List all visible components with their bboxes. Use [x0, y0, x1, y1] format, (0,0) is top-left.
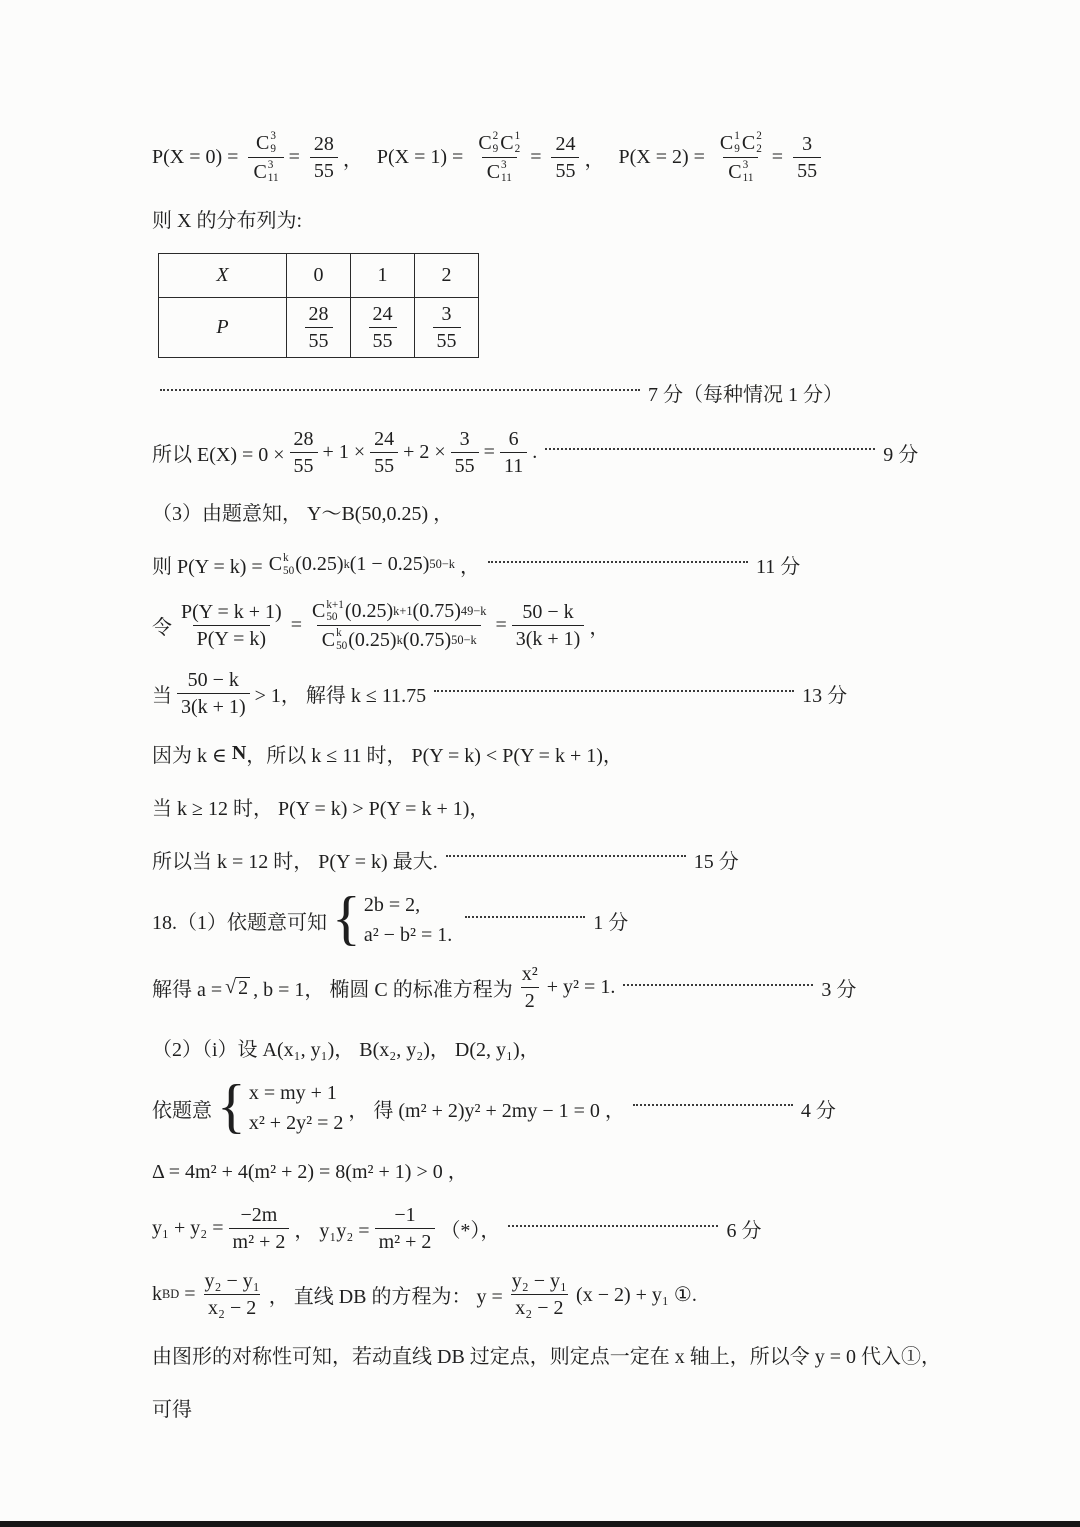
c-subscript: 11	[267, 171, 279, 184]
math-text: P(X = 0) =	[152, 145, 244, 168]
score-label: 15 分	[693, 850, 739, 873]
math-text: （2）（i）设 A(x₁, y₁)， B(x₂, y₂)， D(2, y₁)，	[152, 1038, 540, 1061]
math-text: =	[495, 614, 507, 637]
radical-sign: √	[225, 975, 237, 998]
fraction	[248, 130, 283, 185]
numerator: x²	[521, 963, 538, 985]
c-letter: C	[719, 131, 734, 154]
denominator: m² + 2	[229, 1228, 290, 1254]
c-letter: C	[500, 131, 514, 154]
c-superscript: k	[283, 551, 289, 564]
superscript: k	[343, 557, 350, 572]
numerator: −2m	[240, 1204, 278, 1226]
math-text: + y² = 1.	[546, 976, 616, 998]
denominator: 55	[451, 452, 479, 478]
c-scripts	[326, 599, 344, 625]
binomial-coefficient	[728, 159, 753, 185]
math-text: 由图形的对称性可知，若动直线 DB 过定点，则定点一定在 x 轴上，所以令 y = 0 代入①，	[152, 1345, 942, 1368]
denominator: x₂ − 2	[511, 1294, 567, 1320]
c-superscript: k+1	[326, 598, 344, 611]
score-label: 6 分	[726, 1220, 762, 1242]
formula-line	[152, 374, 975, 412]
c-scripts	[756, 130, 762, 156]
formula-line	[152, 1073, 975, 1139]
c-scripts	[283, 552, 294, 578]
c-scripts	[270, 130, 276, 156]
c-scripts	[743, 159, 754, 185]
math-text: ， 得 (m² + 2)y² + 2my − 1 = 0 ，	[348, 1099, 625, 1122]
numerator: 28	[308, 302, 329, 325]
numerator: 3	[459, 427, 470, 450]
binomial-coefficient	[742, 130, 762, 156]
score-label: 13 分	[802, 685, 848, 707]
denominator: P(Y = k)	[193, 625, 270, 651]
math-text: P(X = 1) =	[376, 145, 469, 168]
c-superscript: 2	[492, 130, 499, 142]
table-cell-x1: 1	[351, 253, 415, 297]
math-text: .	[532, 440, 538, 463]
math-text: =	[290, 614, 302, 637]
fraction	[177, 668, 250, 719]
numerator: −1	[394, 1204, 416, 1226]
math-text: ，	[589, 617, 610, 640]
denominator: 55	[433, 327, 461, 353]
c-scripts	[493, 130, 499, 156]
dotted-leader	[633, 1104, 793, 1106]
numerator	[307, 599, 490, 626]
math-bold-text: N	[231, 741, 247, 764]
c-superscript: k	[336, 627, 342, 640]
fraction	[229, 1203, 290, 1254]
c-subscript: 2	[756, 142, 762, 155]
table-cell-p2	[415, 297, 479, 357]
numerator: 28	[313, 132, 334, 155]
numerator: 50 − k	[187, 669, 239, 691]
binomial-coefficient	[269, 552, 295, 578]
dotted-leader	[623, 984, 813, 986]
formula-line	[152, 734, 975, 772]
math-text: (0.25)	[344, 600, 394, 623]
denominator: m² + 2	[375, 1228, 436, 1254]
c-scripts	[734, 130, 740, 156]
c-subscript: 11	[742, 171, 754, 184]
denominator: 55	[290, 452, 318, 478]
dotted-leader	[488, 561, 748, 563]
lines-top-section	[152, 130, 975, 238]
math-text: 解得 a =	[152, 979, 223, 1001]
table-row-x	[159, 253, 479, 297]
c-subscript: 9	[492, 142, 499, 155]
math-text: k	[152, 1283, 162, 1305]
equation-system	[332, 885, 453, 951]
score-label: 1 分	[593, 911, 629, 934]
fraction	[793, 132, 821, 183]
denominator: 3(k + 1)	[512, 625, 585, 651]
numerator	[473, 130, 525, 157]
equation-row: x² + 2y² = 2	[248, 1111, 344, 1134]
dotted-leader	[434, 690, 794, 692]
math-text: + 1 ×	[322, 440, 366, 463]
fraction	[369, 302, 397, 353]
fraction	[307, 599, 490, 654]
distribution-table	[158, 253, 479, 358]
table-cell-x2: 2	[415, 253, 479, 297]
fraction	[305, 302, 333, 353]
c-superscript: 3	[501, 158, 507, 171]
equation-rows	[249, 1082, 344, 1135]
math-text: (0.75)	[402, 629, 452, 652]
c-subscript: 9	[270, 142, 276, 155]
binomial-coefficient	[720, 130, 740, 156]
binomial-coefficient	[256, 130, 276, 156]
c-superscript: 3	[742, 158, 749, 171]
fraction	[370, 427, 398, 478]
dotted-leader	[508, 1225, 718, 1227]
table-header-x: X	[159, 253, 287, 297]
table-header-p: P	[159, 297, 287, 357]
denominator	[723, 157, 758, 185]
numerator: 50 − k	[522, 601, 574, 624]
math-text: ，	[342, 148, 363, 171]
fraction	[715, 130, 767, 185]
math-text: （*），	[440, 1220, 501, 1242]
score-label: 11 分	[755, 556, 801, 578]
c-subscript: 11	[501, 171, 512, 184]
c-letter: C	[321, 629, 336, 652]
math-text: 令	[152, 617, 172, 640]
dotted-leader	[446, 855, 686, 857]
radicand: 2	[238, 976, 249, 999]
formula-line	[152, 1028, 975, 1066]
binomial-coefficient	[487, 159, 512, 185]
superscript: 50−k	[451, 632, 477, 647]
equation-rows	[364, 894, 452, 947]
superscript: 50−k	[429, 557, 455, 572]
binomial-coefficient	[478, 130, 498, 156]
numerator: P(Y = k + 1)	[181, 601, 282, 624]
math-text: =	[530, 145, 547, 168]
table-cell-p0	[287, 297, 351, 357]
math-text: =	[483, 440, 495, 463]
math-text: 依题意	[152, 1099, 212, 1122]
c-subscript: 9	[734, 142, 740, 155]
subscript: BD	[162, 1287, 180, 1302]
numerator: y₂ − y₁	[511, 1270, 568, 1292]
denominator	[248, 157, 283, 185]
fraction	[473, 130, 525, 185]
superscript: k+1	[393, 604, 413, 619]
math-text: 18.（1）依题意可知	[152, 911, 327, 934]
formula-line	[152, 130, 975, 185]
math-text: 所以当 k = 12 时， P(Y = k) 最大.	[152, 850, 438, 873]
math-text: (1 − 0.25)	[349, 553, 430, 575]
math-text: > 1， 解得 k ≤ 11.75	[254, 685, 427, 707]
c-subscript: 50	[336, 640, 348, 653]
numerator: 3	[802, 132, 813, 155]
formula-line	[152, 840, 975, 878]
formula-line	[152, 1150, 975, 1188]
formula-line	[152, 962, 975, 1013]
c-letter: C	[256, 131, 270, 154]
math-text: y₁ + y₂ =	[152, 1217, 224, 1239]
numerator: 24	[555, 132, 576, 155]
equation-system	[217, 1073, 344, 1139]
math-text: 可得	[152, 1398, 192, 1421]
denominator: 55	[551, 157, 579, 183]
denominator: 55	[370, 452, 398, 478]
math-text: , b = 1， 椭圆 C 的标准方程为	[253, 979, 513, 1001]
equation-row: x = my + 1	[248, 1081, 337, 1104]
c-scripts	[501, 159, 512, 185]
c-superscript: 1	[514, 130, 521, 142]
formula-line	[152, 200, 975, 238]
numerator: 28	[293, 427, 314, 450]
math-text: ，	[454, 556, 480, 578]
math-text: (0.25)	[348, 629, 397, 652]
lines-main-section	[152, 374, 975, 1427]
numerator	[251, 130, 281, 157]
math-text: (0.75)	[412, 600, 461, 623]
math-text: + 2 ×	[403, 440, 446, 463]
equation-row: 2b = 2,	[363, 893, 421, 916]
math-text: 当 k ≥ 12 时， P(Y = k) > P(Y = k + 1)，	[152, 797, 490, 820]
c-superscript: 1	[734, 130, 740, 142]
math-text: =	[288, 145, 305, 168]
math-text: 则 P(Y = k) =	[152, 556, 268, 578]
math-text: =	[771, 145, 789, 168]
math-text: 当	[152, 685, 172, 707]
dotted-leader	[465, 916, 585, 918]
numerator	[715, 130, 767, 157]
numerator: 24	[372, 302, 393, 325]
formula-line	[152, 885, 975, 951]
c-subscript: 50	[326, 611, 338, 624]
c-letter: C	[486, 160, 501, 183]
math-text: 所以 E(X) = 0 ×	[152, 443, 285, 466]
formula-line	[152, 787, 975, 825]
formula-line	[152, 493, 975, 531]
binomial-coefficient	[312, 599, 344, 625]
formula-line	[152, 668, 975, 719]
binomial-coefficient	[500, 130, 520, 156]
fraction	[290, 427, 318, 478]
denominator: x₂ − 2	[204, 1294, 260, 1320]
denominator: 2	[521, 987, 539, 1013]
denominator	[317, 625, 481, 653]
radical	[225, 977, 250, 999]
math-text: ，所以 k ≤ 11 时， P(Y = k) < P(Y = k + 1)，	[246, 744, 623, 767]
formula-line	[152, 599, 975, 654]
fraction	[201, 1269, 264, 1320]
formula-line	[152, 1388, 975, 1426]
c-letter: C	[311, 600, 326, 623]
superscript: k	[396, 632, 403, 647]
binomial-coefficient	[253, 159, 278, 185]
math-text: Δ = 4m² + 4(m² + 2) = 8(m² + 1) > 0 ，	[152, 1160, 468, 1183]
denominator: 3(k + 1)	[177, 693, 250, 719]
fraction	[500, 427, 527, 478]
numerator: 3	[441, 302, 452, 325]
math-text: P(X = 2) =	[618, 145, 710, 168]
dotted-leader	[160, 389, 640, 391]
formula-line	[152, 1335, 975, 1373]
c-subscript: 2	[514, 142, 521, 155]
math-text: (x − 2) + y₁ ①.	[576, 1284, 697, 1306]
fraction	[375, 1203, 436, 1254]
numerator: 24	[374, 427, 395, 450]
math-text: ， y₁y₂ =	[294, 1220, 370, 1242]
formula-line	[152, 1269, 975, 1320]
c-scripts	[515, 130, 521, 156]
score-label: 3 分	[821, 979, 857, 1001]
c-letter: C	[268, 553, 283, 575]
formula-line	[152, 427, 975, 478]
score-label: 4 分	[800, 1099, 836, 1122]
numerator: 6	[508, 427, 519, 450]
formula-line	[152, 1203, 975, 1254]
table-cell-p1	[351, 297, 415, 357]
brace-icon: {	[217, 1073, 246, 1139]
denominator: 55	[793, 157, 821, 183]
math-text: =	[179, 1283, 196, 1305]
numerator: y₂ − y₁	[204, 1270, 260, 1292]
c-subscript: 50	[283, 564, 295, 577]
c-letter: C	[728, 160, 742, 183]
formula-line	[152, 546, 975, 584]
denominator: 55	[369, 327, 397, 353]
denominator	[482, 157, 517, 185]
denominator: 55	[305, 327, 333, 353]
binomial-coefficient	[322, 627, 348, 653]
score-label: 9 分	[883, 443, 919, 466]
superscript: 49−k	[460, 604, 487, 619]
c-scripts	[336, 627, 347, 653]
c-letter: C	[741, 131, 756, 154]
math-text: 因为 k ∈	[152, 744, 232, 767]
c-scripts	[268, 159, 279, 185]
fraction	[518, 962, 542, 1013]
score-label: 7 分（每种情况 1 分）	[648, 384, 843, 406]
c-superscript: 2	[756, 130, 762, 142]
table-row-p	[159, 297, 479, 357]
fraction	[433, 302, 461, 353]
dotted-leader	[545, 448, 875, 450]
math-text: ， 直线 DB 的方程为： y =	[268, 1286, 503, 1308]
math-text: 则 X 的分布列为:	[152, 210, 302, 232]
fraction	[310, 132, 338, 183]
fraction	[177, 600, 286, 651]
equation-row: a² − b² = 1.	[363, 923, 453, 946]
scan-bottom-edge	[0, 1521, 1080, 1527]
c-letter: C	[253, 160, 267, 183]
math-text: （3）由题意知， Y～B(50,0.25) ，	[152, 503, 454, 525]
fraction	[508, 1269, 571, 1320]
fraction	[451, 427, 479, 478]
c-letter: C	[478, 131, 492, 154]
table-cell-x0: 0	[287, 253, 351, 297]
fraction	[512, 600, 585, 651]
c-superscript: 3	[267, 158, 274, 171]
denominator: 11	[500, 452, 527, 478]
fraction	[551, 132, 579, 183]
math-text: ，	[584, 148, 605, 171]
brace-icon: {	[332, 885, 361, 951]
c-superscript: 3	[270, 130, 276, 142]
math-text: (0.25)	[295, 553, 344, 575]
denominator: 55	[310, 157, 338, 183]
